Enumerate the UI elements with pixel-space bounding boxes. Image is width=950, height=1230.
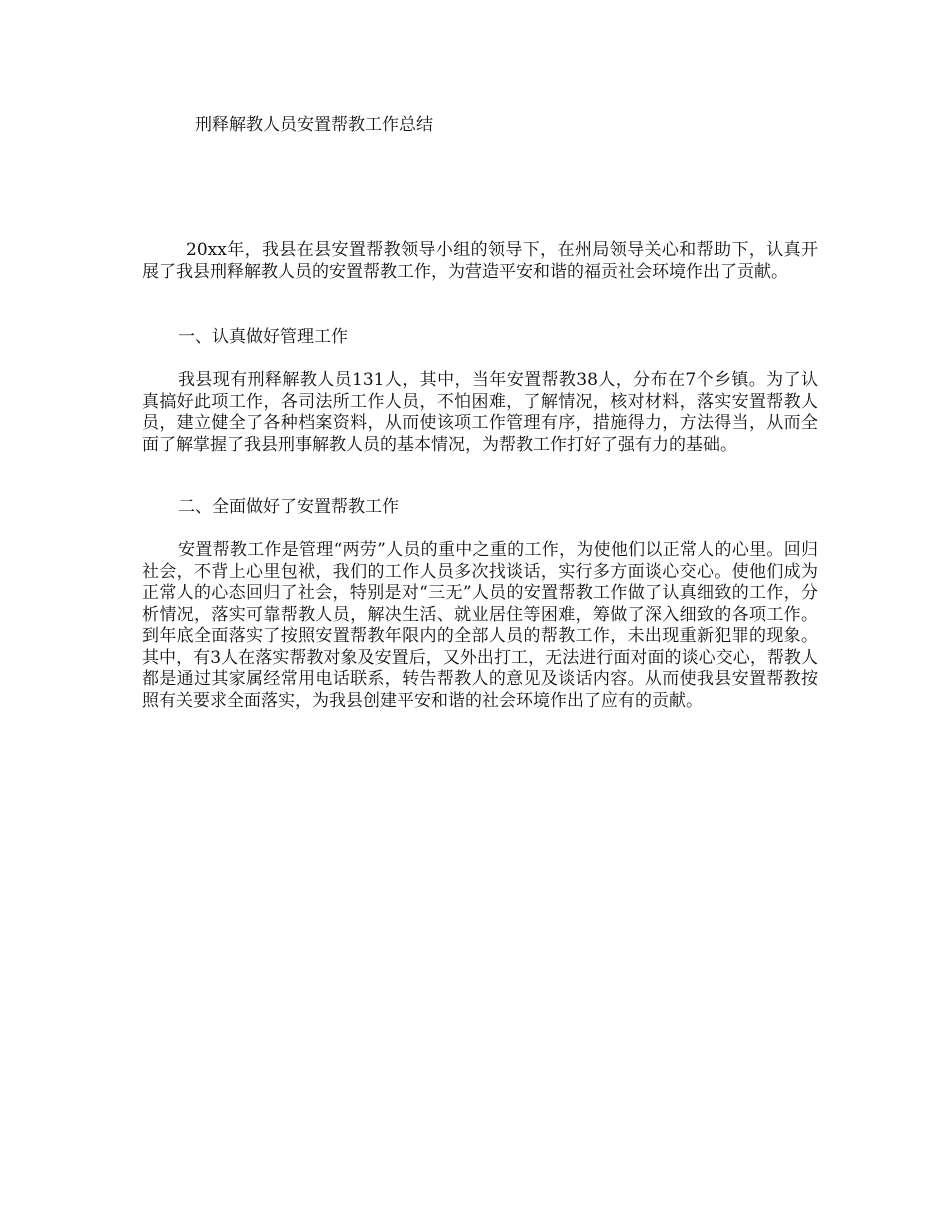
section-heading-management: 一、认真做好管理工作 [178, 327, 348, 347]
section-heading-assistance: 二、全面做好了安置帮教工作 [178, 497, 399, 517]
section-paragraph-assistance: 安置帮教工作是管理“两劳”人员的重中之重的工作，为使他们以正常人的心里。回归社会，不背上心里包袱，我们的工作人员多次找谈话，实行多方面谈心交心。使他们成为正常人的心态回归了社会，特别是对“三无”人员的安置帮教工作做了认真细致的工作，分析情况，落实可靠帮教人员，解决生活、就业居住等困难，筹做了深入细致的各项工作。到年底全面落实了按照安置帮教年限内的全部人员的帮教工作，未出现重新犯罪的现象。其中，有3人在落实帮教对象及安置后，又外出打工，无法进行面对面的谈心交心，帮教人都是通过其家属经常用电话联系，转告帮教人的意见及谈话内容。从而使我县安置帮教按照有关要求全面落实，为我县创建平安和谐的社会环境作出了应有的贡献。 [142, 540, 818, 711]
page-title: 刑释解教人员安置帮教工作总结 [195, 115, 433, 135]
intro-paragraph: 20xx年，我县在县安置帮教领导小组的领导下，在州局领导关心和帮助下，认真开展了我县刑释解教人员的安置帮教工作，为营造平安和谐的福贡社会环境作出了贡献。 [142, 240, 818, 282]
section-paragraph-management: 我县现有刑释解教人员131人，其中，当年安置帮教38人，分布在7个乡镇。为了认真搞好此项工作，各司法所工作人员，不怕困难，了解情况，核对材料，落实安置帮教人员，建立健全了各种档案资料，从而使该项工作管理有序，措施得力，方法得当，从而全面了解掌握了我县刑事解教人员的基本情况，为帮教工作打好了强有力的基础。 [142, 370, 818, 455]
